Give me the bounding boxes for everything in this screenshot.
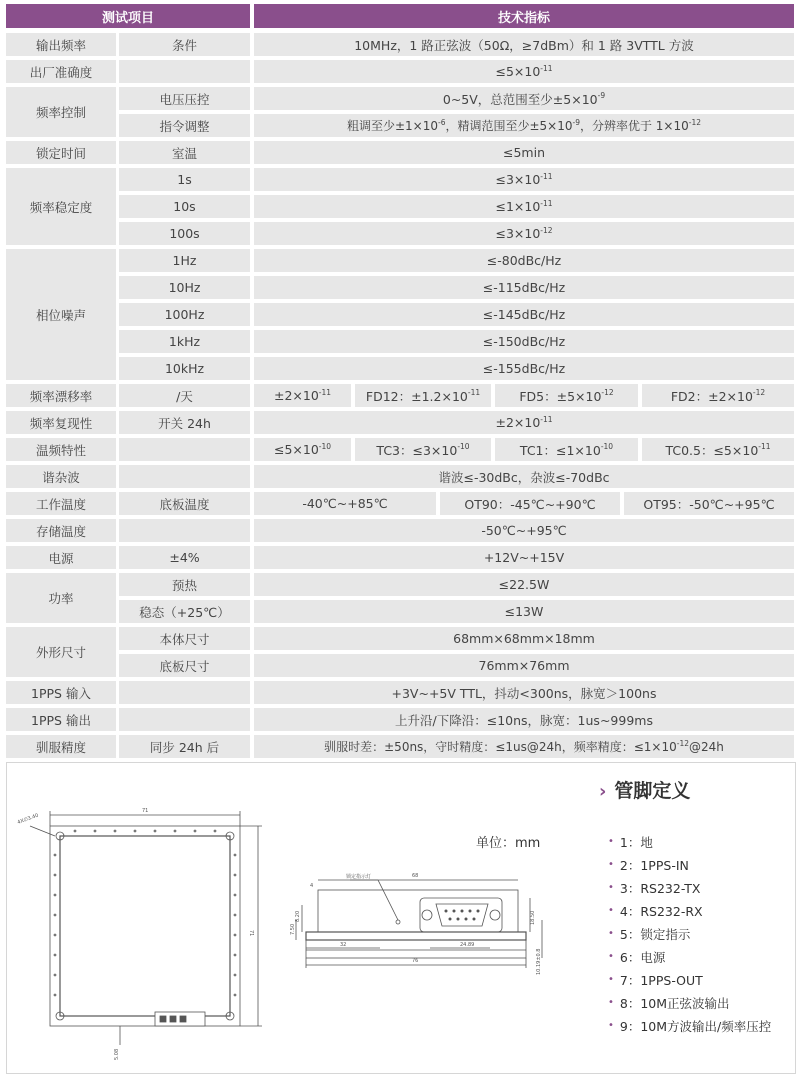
value-frequency-reproducibility: ±2×10 $^{-11}$ — [254, 411, 794, 434]
cond-lock-time: 室温 — [119, 141, 250, 164]
item-harmonics-spurious: 谐杂波 — [6, 465, 116, 488]
base-plate-outline — [50, 826, 240, 1026]
dim-small: 4 — [310, 883, 314, 889]
value-base-size: 76mm×76mm — [254, 654, 794, 677]
cond-warmup: 预热 — [119, 573, 250, 596]
cond-phase-noise-10hz: 10Hz — [119, 276, 250, 299]
cond-base-size: 底板尺寸 — [119, 654, 250, 677]
dim-h4: 10.19±0.8 — [536, 948, 542, 975]
value-phase-noise-100hz: ≤-145dBc/Hz — [254, 303, 794, 326]
pin-item: • 8：10M正弦波输出 — [608, 995, 730, 1011]
dim-hole: 4X∅3.40 — [16, 812, 40, 826]
item-discipline-accuracy: 驯服精度 — [6, 735, 116, 758]
value-drift-fd5: FD5：±5×10 $^{-12}$ — [495, 384, 638, 407]
item-dimensions: 外形尺寸 — [6, 627, 116, 677]
pin-item: • 5：锁定指示 — [608, 926, 691, 942]
header-test-item: 测试项目 — [6, 4, 250, 28]
value-drift-default: ±2×10 $^{-11}$ — [254, 384, 351, 407]
value-phase-noise-10khz: ≤-155dBc/Hz — [254, 357, 794, 380]
item-factory-accuracy: 出厂准确度 — [6, 60, 116, 83]
item-frequency-control: 频率控制 — [6, 87, 116, 137]
value-steady-state: ≤13W — [254, 600, 794, 623]
item-temperature-frequency: 温频特性 — [6, 438, 116, 461]
value-tc-default: ≤5×10 $^{-10}$ — [254, 438, 351, 461]
pin-item: • 3：RS232-TX — [608, 880, 701, 896]
value-power-supply: +12V~+15V — [254, 546, 794, 569]
value-phase-noise-1khz: ≤-150dBc/Hz — [254, 330, 794, 353]
cond-operating-temperature: 底板温度 — [119, 492, 250, 515]
bullet-icon: • — [608, 928, 614, 939]
value-phase-noise-1hz: ≤-80dBc/Hz — [254, 249, 794, 272]
dim-led-label: 锁定指示灯 — [346, 874, 372, 880]
bullet-icon: • — [608, 997, 614, 1008]
dim-side-len: 68 — [412, 873, 419, 879]
dim-bottom-ofs: 5.08 — [114, 1048, 120, 1060]
cond-stability-10s: 10s — [119, 195, 250, 218]
unit-label: 单位：mm — [476, 836, 541, 851]
value-ot-default: -40℃~+85℃ — [254, 492, 436, 515]
value-factory-accuracy: ≤5×10 $^{-11}$ — [254, 60, 794, 83]
bullet-icon: • — [608, 859, 614, 870]
bullet-icon: • — [608, 951, 614, 962]
pin-item: • 4：RS232-RX — [608, 903, 703, 919]
cond-body-size: 本体尺寸 — [119, 627, 250, 650]
value-phase-noise-10hz: ≤-115dBc/Hz — [254, 276, 794, 299]
cond-command-adjust: 指令调整 — [119, 114, 250, 137]
pin-title-text: 管脚定义 — [614, 780, 691, 802]
item-phase-noise: 相位噪声 — [6, 249, 116, 380]
value-discipline-accuracy: 驯服时差：±50ns，守时精度：≤1us@24h，频率精度：≤1×10 $^{-12}$ @24h — [254, 735, 794, 758]
body-outline — [60, 836, 230, 1016]
header-spec: 技术指标 — [254, 4, 794, 28]
value-storage-temperature: -50℃~+95℃ — [254, 519, 794, 542]
value-stability-100s: ≤3×10 $^{-12}$ — [254, 222, 794, 245]
cond-output-frequency: 条件 — [119, 33, 250, 56]
value-voltage-control: 0~5V，总范围至少±5×10 $^{-9}$ — [254, 87, 794, 110]
cond-phase-noise-1khz: 1kHz — [119, 330, 250, 353]
pin-item: • 6：电源 — [608, 949, 666, 965]
chevron-right-icon: › — [599, 781, 607, 802]
cond-stability-1s: 1s — [119, 168, 250, 191]
cond-phase-noise-10khz: 10kHz — [119, 357, 250, 380]
side-view-body — [318, 890, 518, 932]
item-frequency-reproducibility: 频率复现性 — [6, 411, 116, 434]
dim-top-width: 71 — [142, 808, 149, 814]
dim-h3: 18.50 — [530, 910, 536, 925]
value-ot95: OT95：-50℃~+95℃ — [624, 492, 794, 515]
bullet-icon: • — [608, 836, 614, 847]
pin-item: • 2：1PPS-IN — [608, 857, 689, 873]
value-tc05: TC0.5：≤5×10 $^{-11}$ — [642, 438, 794, 461]
lock-led — [396, 920, 400, 924]
item-lock-time: 锁定时间 — [6, 141, 116, 164]
cond-stability-100s: 100s — [119, 222, 250, 245]
bullet-icon: • — [608, 974, 614, 985]
db9-shell — [436, 904, 488, 926]
value-body-size: 68mm×68mm×18mm — [254, 627, 794, 650]
dim-base-len: 76 — [412, 958, 419, 964]
item-power-supply: 电源 — [6, 546, 116, 569]
item-output-frequency: 输出频率 — [6, 33, 116, 56]
cond-voltage-control: 电压压控 — [119, 87, 250, 110]
cond-steady-state: 稳态（+25℃） — [119, 600, 250, 623]
cond-phase-noise-1hz: 1Hz — [119, 249, 250, 272]
item-pps-output: 1PPS 输出 — [6, 708, 116, 731]
pin-list — [608, 830, 771, 1037]
db9-pins — [445, 910, 480, 921]
value-lock-time: ≤5min — [254, 141, 794, 164]
cond-phase-noise-100hz: 100Hz — [119, 303, 250, 326]
pin-definition-title — [599, 776, 690, 803]
side-view-base — [306, 932, 526, 940]
item-pps-input: 1PPS 输入 — [6, 681, 116, 704]
item-frequency-stability: 频率稳定度 — [6, 168, 116, 245]
value-drift-fd12: FD12：±1.2×10 $^{-11}$ — [355, 384, 491, 407]
value-drift-fd2: FD2：±2×10 $^{-12}$ — [642, 384, 794, 407]
value-pps-output: 上升沿/下降沿：≤10ns，脉宽：1us~999ms — [254, 708, 794, 731]
value-harmonics-spurious: 谐波≤-30dBc，杂波≤-70dBc — [254, 465, 794, 488]
cond-frequency-reproducibility: 开关 24h — [119, 411, 250, 434]
value-warmup: ≤22.5W — [254, 573, 794, 596]
bullet-icon: • — [608, 905, 614, 916]
item-frequency-drift: 频率漂移率 — [6, 384, 116, 407]
dim-left-ofs: 32 — [340, 942, 347, 948]
edge-dots — [54, 830, 237, 997]
pin-item: • 1：地 — [608, 834, 653, 850]
value-output-frequency: 10MHz，1 路正弦波（50Ω，≥7dBm）和 1 路 3VTTL 方波 — [254, 33, 794, 56]
cond-discipline-accuracy: 同步 24h 后 — [119, 735, 250, 758]
cond-frequency-drift: /天 — [119, 384, 250, 407]
item-storage-temperature: 存储温度 — [6, 519, 116, 542]
value-stability-10s: ≤1×10 $^{-11}$ — [254, 195, 794, 218]
value-pps-input: +3V~+5V TTL，抖动<300ns，脉宽＞100ns — [254, 681, 794, 704]
pin-item: • 9：10M方波输出/频率压控 — [608, 1018, 772, 1034]
item-operating-temperature: 工作温度 — [6, 492, 116, 515]
cond-power-supply: ±4% — [119, 546, 250, 569]
dim-conn-ofs: 24.89 — [460, 942, 475, 948]
pin-item: • 7：1PPS-OUT — [608, 972, 703, 988]
dim-h1: 7.50 — [290, 923, 296, 935]
dim-h2: 8.20 — [295, 910, 301, 922]
value-command-adjust: 粗调至少±1×10 $^{-6}$ ，精调范围至少±5×10 $^{-9}$ ，分辨率优于 1×10 $^{-12}$ — [254, 114, 794, 137]
value-stability-1s: ≤3×10 $^{-11}$ — [254, 168, 794, 191]
dim-right-height: 71 — [248, 930, 254, 937]
value-tc3: TC3：≤3×10 $^{-10}$ — [355, 438, 491, 461]
value-ot90: OT90：-45℃~+90℃ — [440, 492, 620, 515]
bullet-icon: • — [608, 1020, 614, 1031]
value-tc1: TC1：≤1×10 $^{-10}$ — [495, 438, 638, 461]
item-power-consumption: 功率 — [6, 573, 116, 623]
bullet-icon: • — [608, 882, 614, 893]
